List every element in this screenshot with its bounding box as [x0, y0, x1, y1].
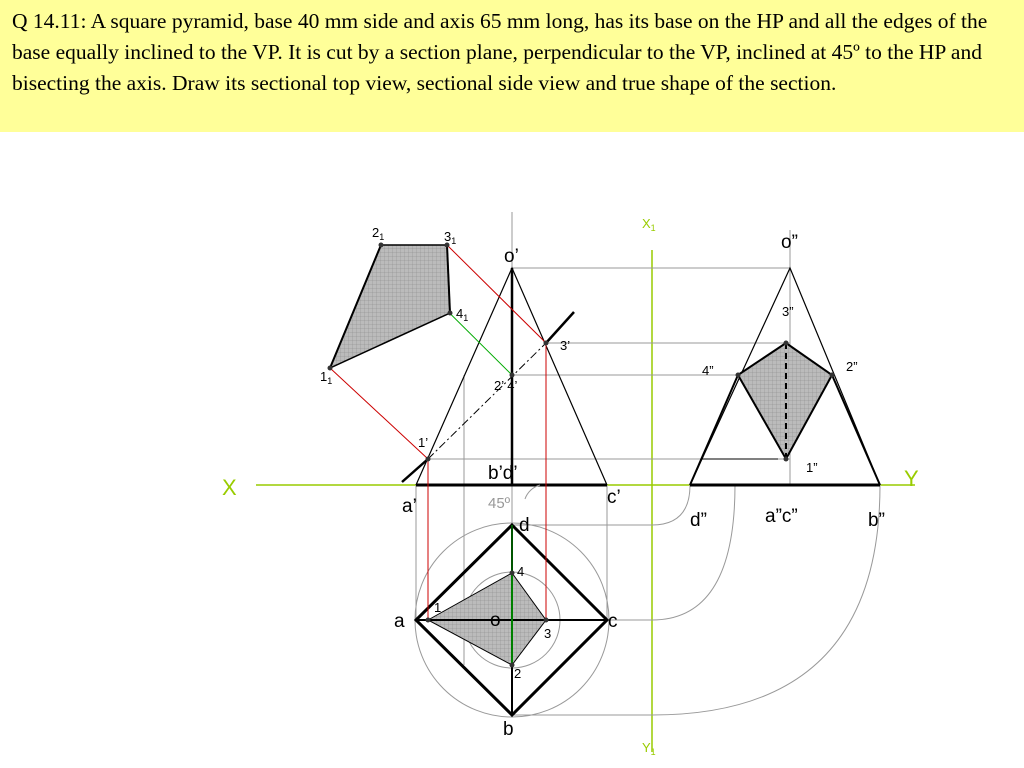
- label-angle: 45º: [488, 495, 511, 512]
- label-24-prime: 2’ 4’: [494, 378, 518, 393]
- label-ac-dprime: a”c”: [765, 506, 798, 527]
- label-1: 1: [434, 600, 442, 615]
- label-1-1: $1_1$: [320, 369, 333, 386]
- label-4-1: $4_1$: [456, 306, 469, 323]
- label-1-dprime: 1”: [806, 460, 818, 475]
- label-x: X: [222, 475, 237, 500]
- label-d-dprime: d”: [690, 510, 707, 531]
- label-2: 2: [514, 666, 522, 681]
- label-o-prime: o’: [504, 246, 519, 267]
- label-o: o: [490, 610, 501, 631]
- label-y: Y: [904, 466, 919, 491]
- label-3-1: $3_1$: [444, 229, 457, 246]
- label-3-dprime: 3”: [782, 304, 794, 319]
- side-view: [690, 268, 880, 485]
- label-x1: $X_1$: [642, 216, 656, 233]
- label-c-prime: c’: [607, 487, 621, 508]
- label-c: c: [608, 611, 618, 632]
- label-4-dprime: 4”: [702, 363, 714, 378]
- section-plane: [402, 459, 428, 482]
- label-o-dprime: o”: [781, 232, 798, 253]
- label-bd-prime: b’d’: [488, 463, 518, 484]
- label-3-prime: 3’: [560, 338, 571, 353]
- label-1-prime: 1’: [418, 435, 429, 450]
- sectional-side-view: [738, 343, 832, 459]
- label-d: d: [519, 515, 530, 536]
- label-a: a: [394, 611, 405, 632]
- label-y1: $Y_1$: [642, 740, 656, 757]
- label-a-prime: a’: [402, 496, 417, 517]
- question-text: Q 14.11: A square pyramid, base 40 mm side and axis 65 mm long, has its base on the HP and all the edges of the base equally inclined to the VP. It is cut by a section plane, perpendicular to the VP, inclined at 45º to the HP and bisecting the axis. Draw its sectional top view, sectional side view and true shape of the section.: [0, 0, 1024, 132]
- label-2-dprime: 2”: [846, 359, 858, 374]
- label-4: 4: [517, 564, 525, 579]
- label-b: b: [503, 719, 514, 740]
- label-3: 3: [544, 626, 552, 641]
- label-b-dprime: b”: [868, 510, 885, 531]
- label-2-1: $2_1$: [372, 225, 385, 242]
